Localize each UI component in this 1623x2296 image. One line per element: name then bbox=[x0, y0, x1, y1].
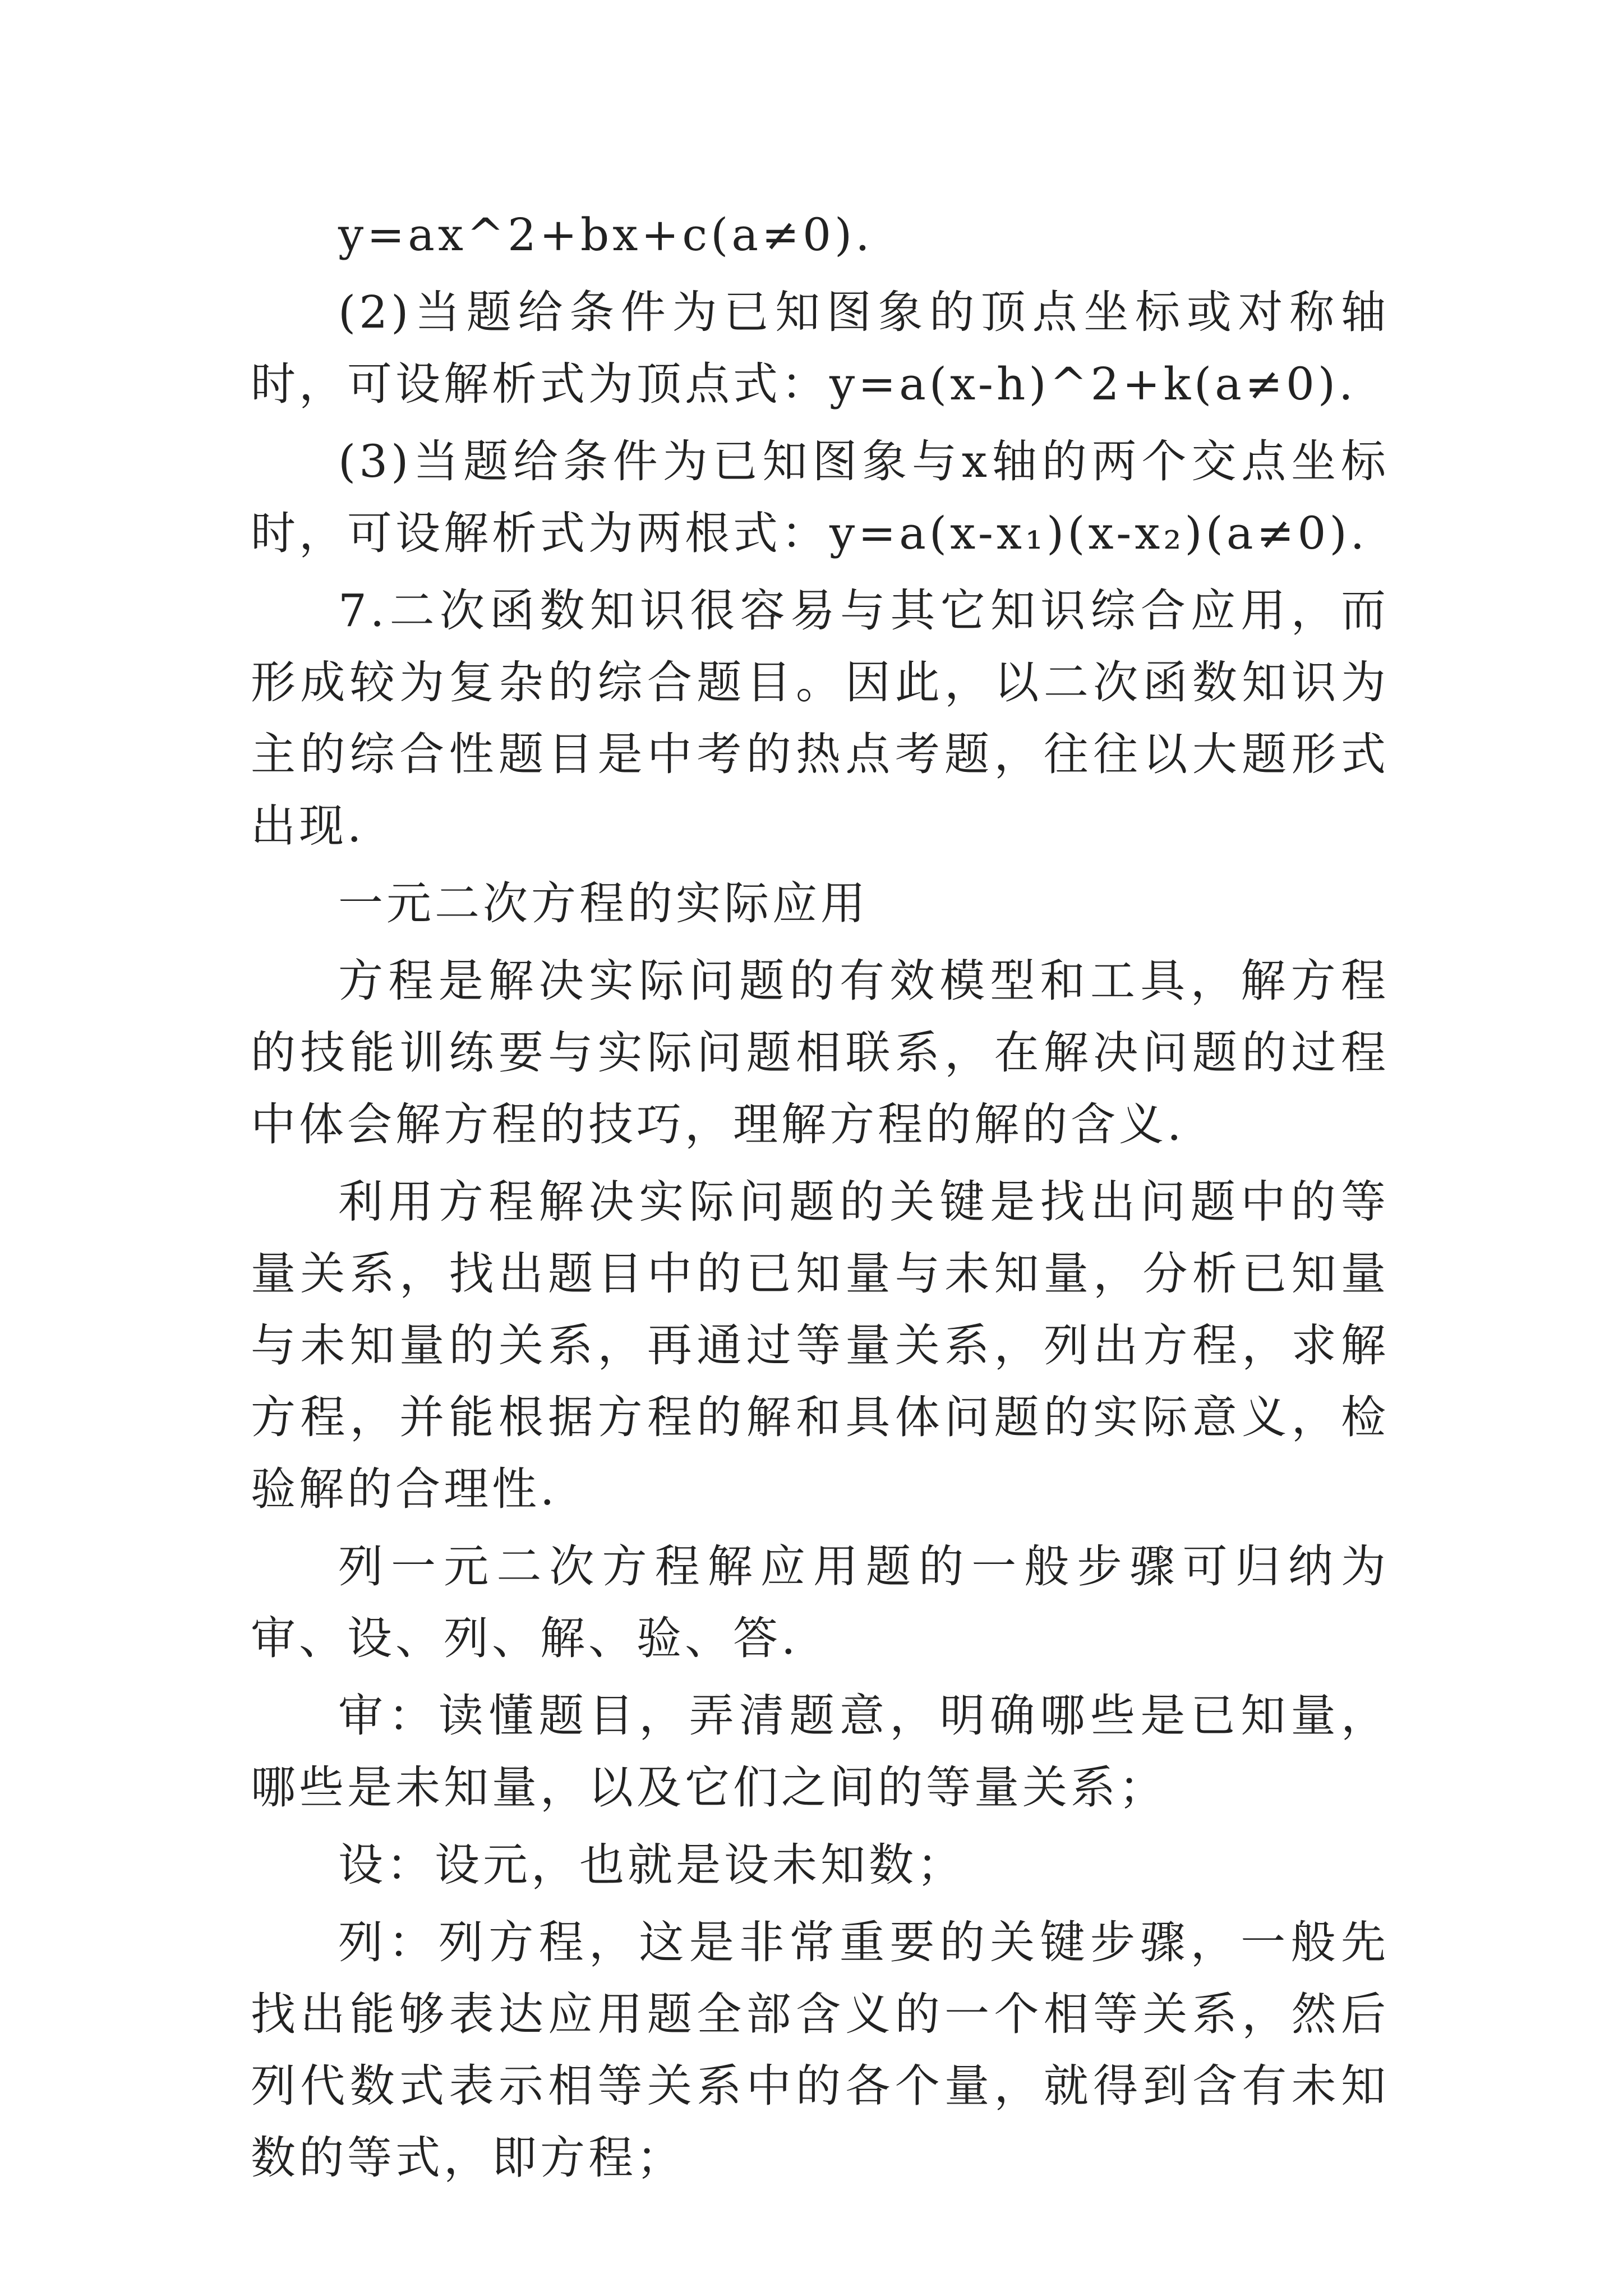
paragraph-step-review: 审：读懂题目，弄清题意，明确哪些是已知量，哪些是未知量，以及它们之间的等量关系； bbox=[251, 1690, 1389, 1814]
paragraph-vertex-form: (2)当题给条件为已知图象的顶点坐标或对称轴时，可设解析式为顶点式：y=a(x-h)^2+k(a≠0). bbox=[251, 286, 1389, 410]
paragraph-step-list: 列：列方程，这是非常重要的关键步骤，一般先找出能够表达应用题全部含义的一个相等关系，然后列代数式表示相等关系中的各个量，就得到含有未知数的等式，即方程； bbox=[251, 1916, 1389, 2184]
section-heading: 一元二次方程的实际应用 bbox=[338, 877, 869, 930]
paragraph-general-form-tail: y=ax^2+bx+c(a≠0). bbox=[338, 209, 873, 261]
document-body bbox=[251, 199, 1389, 2194]
paragraph-equation-tool: 方程是解决实际问题的有效模型和工具，解方程的技能训练要与实际问题相联系，在解决问题的过程中体会解方程的技巧，理解方程的解的含义. bbox=[251, 955, 1389, 1151]
paragraph-two-root-form: (3)当题给条件为已知图象与x轴的两个交点坐标时，可设解析式为两根式：y=a(x-x₁)(x-x₂)(a≠0). bbox=[251, 435, 1389, 559]
paragraph-equation-key: 利用方程解决实际问题的关键是找出问题中的等量关系，找出题目中的已知量与未知量，分析已知量与未知量的关系，再通过等量关系，列出方程，求解方程，并能根据方程的解和具体问题的实际意义，检验解的合理性. bbox=[251, 1176, 1389, 1515]
paragraph-step-set: 设：设元，也就是设未知数； bbox=[338, 1839, 965, 1891]
paragraph-general-steps: 列一元二次方程解应用题的一般步骤可归纳为审、设、列、解、验、答. bbox=[251, 1540, 1389, 1664]
paragraph-item-7: 7.二次函数知识很容易与其它知识综合应用，而形成较为复杂的综合题目。因此，以二次函数知识为主的综合性题目是中考的热点考题，往往以大题形式出现. bbox=[251, 585, 1389, 852]
